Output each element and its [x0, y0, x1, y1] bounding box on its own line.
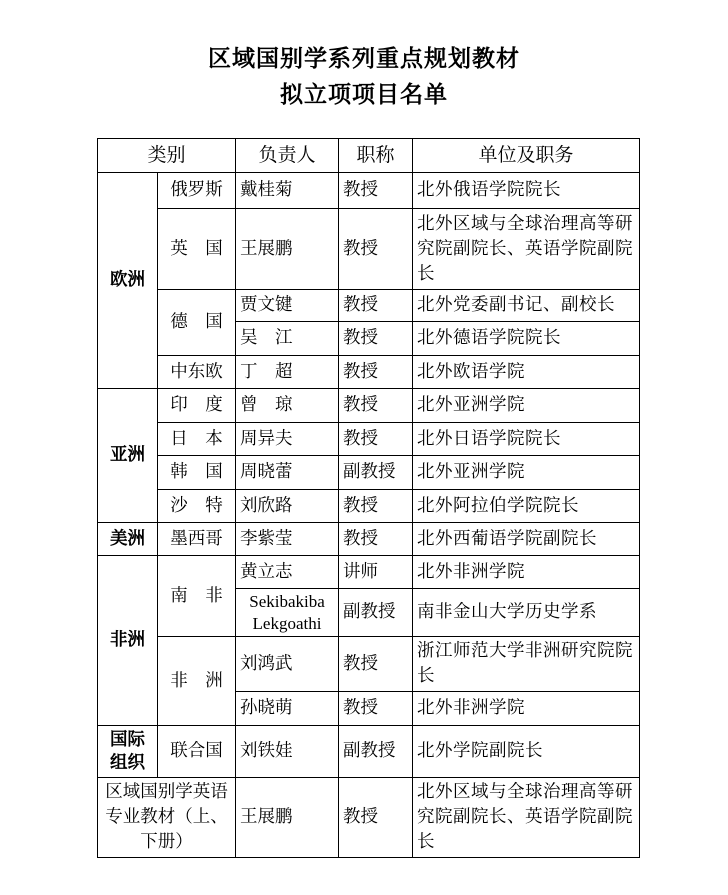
person-cell: 李紫莹 — [236, 523, 339, 556]
header-category: 类别 — [98, 139, 236, 173]
person-cell: 刘铁娃 — [236, 726, 339, 778]
title-cell: 教授 — [339, 356, 413, 389]
table-row — [98, 389, 640, 423]
unit-cell: 北外西葡语学院副院长 — [413, 523, 640, 556]
table-row — [98, 490, 640, 523]
country-cell: 南 非 — [158, 556, 236, 637]
country-cell: 非 洲 — [158, 637, 236, 726]
person-cell: 贾文键 — [236, 290, 339, 322]
title-cell: 教授 — [339, 637, 413, 692]
table-row — [98, 637, 640, 692]
country-cell: 中东欧 — [158, 356, 236, 389]
group-asia: 亚洲 — [98, 389, 158, 523]
person-cell: 周晓蕾 — [236, 456, 339, 490]
unit-cell: 北外欧语学院 — [413, 356, 640, 389]
project-table — [97, 138, 640, 858]
title-cell: 教授 — [339, 209, 413, 290]
title-cell: 副教授 — [339, 589, 413, 637]
title-cell: 教授 — [339, 389, 413, 423]
person-cell: 曾 琼 — [236, 389, 339, 423]
person-cell: 丁 超 — [236, 356, 339, 389]
title-cell: 讲师 — [339, 556, 413, 589]
title-cell: 教授 — [339, 490, 413, 523]
person-cell: 周异夫 — [236, 423, 339, 456]
group-america: 美洲 — [98, 523, 158, 556]
group-europe: 欧洲 — [98, 173, 158, 389]
unit-cell: 北外区域与全球治理高等研究院副院长、英语学院副院长 — [413, 209, 640, 290]
person-cell: 刘欣路 — [236, 490, 339, 523]
table-header-row — [98, 139, 640, 173]
country-cell: 联合国 — [158, 726, 236, 778]
table-row — [98, 173, 640, 209]
header-unit: 单位及职务 — [413, 139, 640, 173]
group-africa: 非洲 — [98, 556, 158, 726]
title-cell: 教授 — [339, 290, 413, 322]
title-cell: 教授 — [339, 778, 413, 858]
country-cell: 墨西哥 — [158, 523, 236, 556]
unit-cell: 北外非洲学院 — [413, 692, 640, 726]
country-cell: 俄罗斯 — [158, 173, 236, 209]
unit-cell: 北外党委副书记、副校长 — [413, 290, 640, 322]
header-responsible: 负责人 — [236, 139, 339, 173]
country-cell: 印 度 — [158, 389, 236, 423]
title-cell: 教授 — [339, 423, 413, 456]
header-title: 职称 — [339, 139, 413, 173]
table-row — [98, 423, 640, 456]
unit-cell: 北外德语学院院长 — [413, 322, 640, 356]
person-cell: 王展鹏 — [236, 209, 339, 290]
country-cell: 德 国 — [158, 290, 236, 356]
table-row — [98, 778, 640, 858]
unit-cell: 北外区域与全球治理高等研究院副院长、英语学院副院长 — [413, 778, 640, 858]
table-row — [98, 556, 640, 589]
title-cell: 教授 — [339, 692, 413, 726]
title-cell: 副教授 — [339, 726, 413, 778]
unit-cell: 北外亚洲学院 — [413, 456, 640, 490]
person-cell: 黄立志 — [236, 556, 339, 589]
unit-cell: 浙江师范大学非洲研究院院长 — [413, 637, 640, 692]
unit-cell: 北外亚洲学院 — [413, 389, 640, 423]
title-cell: 副教授 — [339, 456, 413, 490]
person-cell: 吴 江 — [236, 322, 339, 356]
unit-cell: 北外日语学院院长 — [413, 423, 640, 456]
table-row — [98, 726, 640, 778]
title-cell: 教授 — [339, 322, 413, 356]
person-cell: 孙晓萌 — [236, 692, 339, 726]
unit-cell: 北外阿拉伯学院院长 — [413, 490, 640, 523]
table-row — [98, 209, 640, 290]
title-cell: 教授 — [339, 523, 413, 556]
country-cell: 韩 国 — [158, 456, 236, 490]
unit-cell: 北外学院副院长 — [413, 726, 640, 778]
person-cell: 王展鹏 — [236, 778, 339, 858]
table-row — [98, 456, 640, 490]
table-row — [98, 523, 640, 556]
person-cell: 戴桂菊 — [236, 173, 339, 209]
country-cell: 英 国 — [158, 209, 236, 290]
textbook-cell: 区域国别学英语专业教材（上、下册） — [98, 778, 236, 858]
title-cell: 教授 — [339, 173, 413, 209]
group-intl: 国际组织 — [98, 726, 158, 778]
unit-cell: 南非金山大学历史学系 — [413, 589, 640, 637]
unit-cell: 北外俄语学院院长 — [413, 173, 640, 209]
country-cell: 沙 特 — [158, 490, 236, 523]
table-row — [98, 356, 640, 389]
table-row — [98, 290, 640, 322]
unit-cell: 北外非洲学院 — [413, 556, 640, 589]
person-cell: Sekibakiba Lekgoathi — [236, 589, 339, 637]
document-subtitle: 拟立项项目名单 — [280, 81, 448, 108]
document-title: 区域国别学系列重点规划教材 — [208, 45, 520, 72]
country-cell: 日 本 — [158, 423, 236, 456]
person-cell: 刘鸿武 — [236, 637, 339, 692]
